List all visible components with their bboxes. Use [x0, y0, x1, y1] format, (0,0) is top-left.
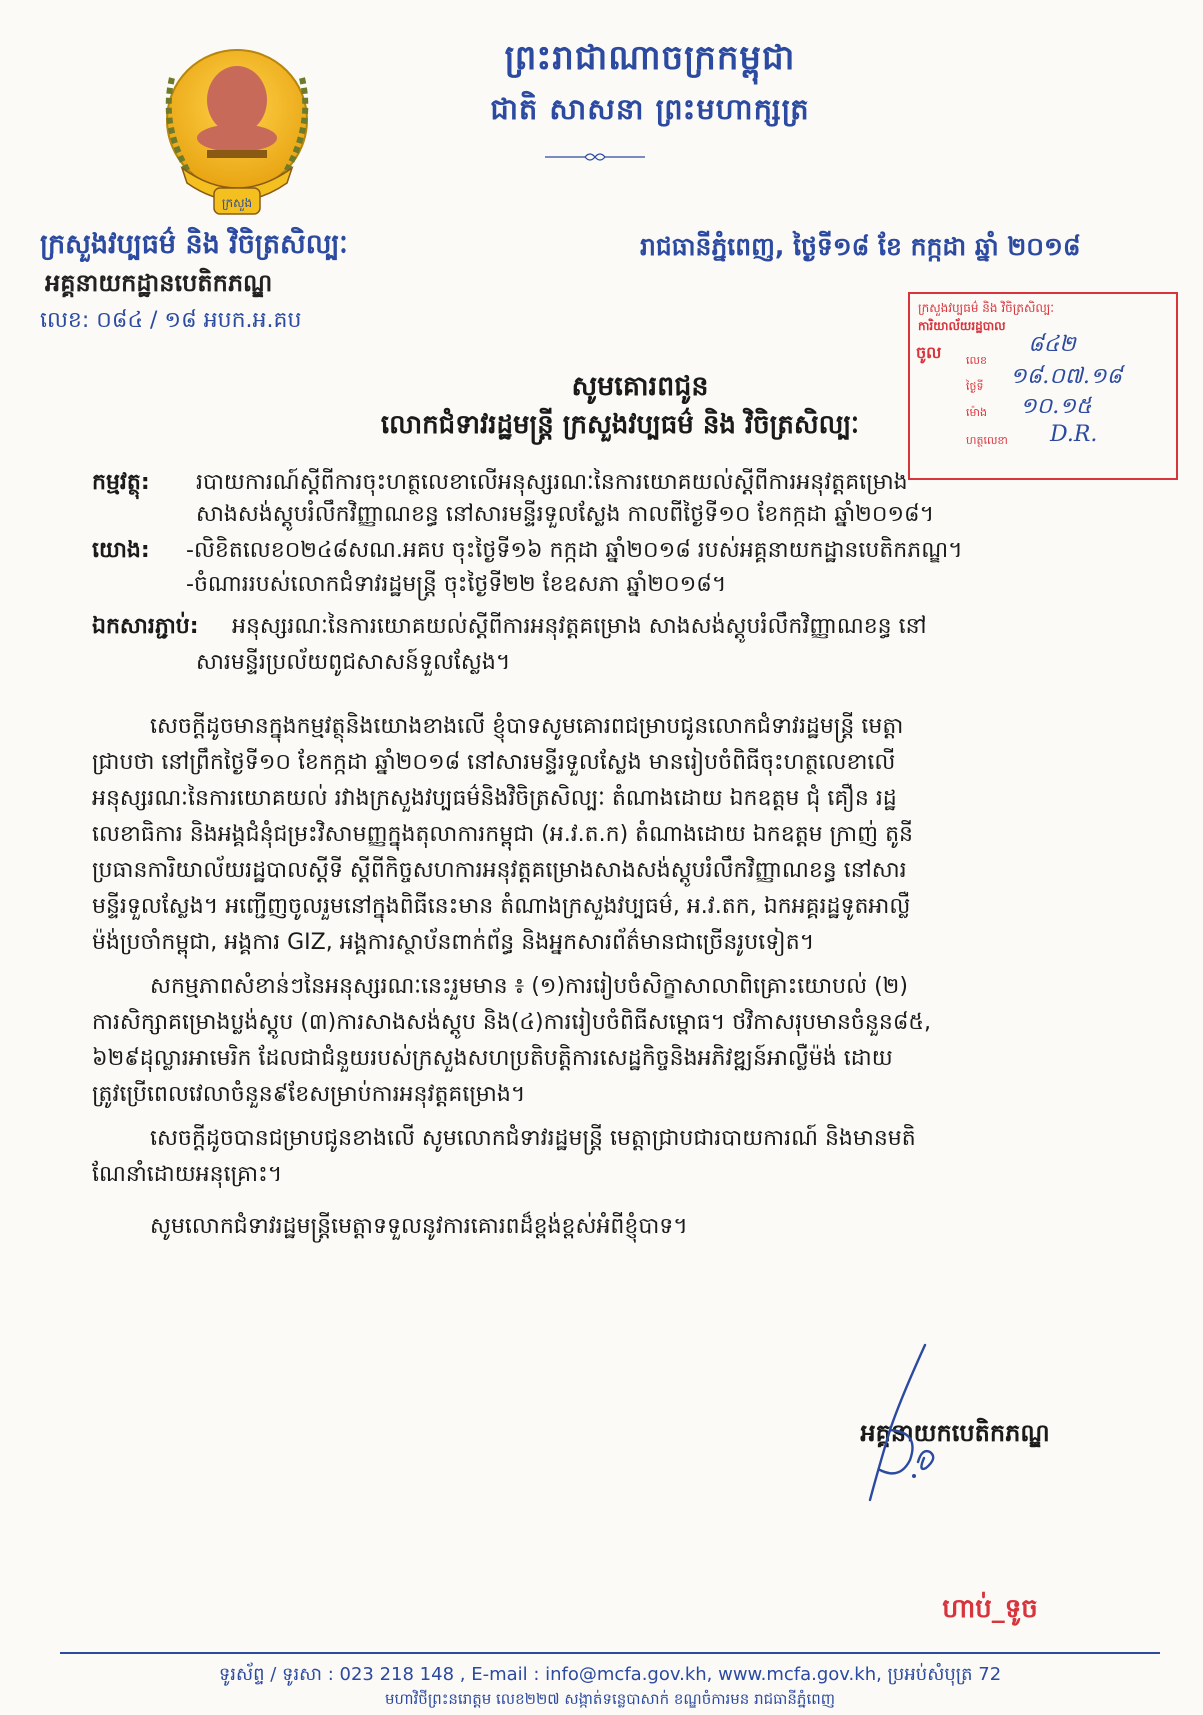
ministry-name: ក្រសួងវប្បធម៌ និង វិចិត្រសិល្បៈ: [40, 229, 348, 260]
reference-number: លេខ: ០៨៤ / ១៨ អបក.អ.គប: [40, 308, 302, 333]
signatory-name: ហាប់_ទូច: [942, 1594, 1038, 1624]
department-name: អគ្គនាយកដ្ឋានបេតិកភណ្ឌ: [45, 269, 273, 297]
body-p2-line-1: សកម្មភាពសំខាន់ៗនៃអនុស្សរណៈនេះរួមមាន ៖ (១)ការរៀបចំសិក្ខាសាលាពិគ្រោះយោបល់ (២): [150, 974, 908, 999]
subject-line-2: សាងសង់ស្តូបរំលឹកវិញ្ញាណខន្ធ នៅសារមន្ទីរទួលស្លែង កាលពីថ្ងៃទី១០ ខែកក្កដា ឆ្នាំ២០១៨។: [196, 502, 935, 527]
body-p1-line-4: លេខាធិការ និងអង្គជំនុំជម្រះវិសាមញ្ញក្នុងតុលាការកម្ពុជា (អ.វ.ត.ក) តំណាងដោយ ឯកឧត្តម ក្រាញ់ តូនី: [92, 822, 913, 847]
body-p1-line-5: ប្រធានការិយាល័យរដ្ឋបាលស្តីទី ស្តីពីកិច្ចសហការអនុវត្តគម្រោងសាងសង់ស្តូបរំលឹកវិញ្ញាណខន្ធ នៅសារ: [92, 858, 907, 883]
body-p1-line-2: ជ្រាបថា នៅព្រឹកថ្ងៃទី១០ ខែកក្កដា ឆ្នាំ២០១៨ នៅសារមន្ទីរទួលស្លែង មានរៀបចំពិធីចុះហត្ថលេខាលើ: [92, 750, 896, 775]
closing-line: សូមលោកជំទាវរដ្ឋមន្ត្រីមេត្តាទទួលនូវការគោរពដ៏ខ្ពង់ខ្ពស់អំពីខ្ញុំបាទ។: [150, 1214, 688, 1239]
stamp-label-time: ម៉ោង: [966, 406, 987, 419]
stamp-label-date: ថ្ងៃទី: [966, 380, 984, 393]
attachment-line-1: អនុស្សរណៈនៃការយោគយល់ស្តីពីការអនុវត្តគម្រោង សាងសង់ស្តូបរំលឹកវិញ្ញាណខន្ធ នៅ: [232, 614, 927, 639]
stamp-label-receiver: ហត្ថលេខា: [966, 434, 1008, 447]
body-p2-line-2: ការសិក្សាគម្រោងប្លង់ស្តូប (៣)ការសាងសង់ស្តូប និង(៤)ការរៀបចំពិធីសម្ពោធ។ ថវិកាសរុបមានចំនួន៨៥,: [92, 1010, 931, 1035]
body-p3-line-2: ណែនាំដោយអនុគ្រោះ។: [92, 1162, 283, 1187]
attachment-label: ឯកសារភ្ជាប់:: [92, 614, 199, 639]
kingdom-title: ព្រះរាជាណាចក្រកម្ពុជា: [504, 38, 796, 78]
subject-line-1: របាយការណ៍ស្តីពីការចុះហត្ថលេខាលើអនុស្សរណៈនៃការយោគយល់ស្តីពីការអនុវត្តគម្រោង: [196, 470, 908, 495]
body-p2-line-4: ត្រូវប្រើពេលវេលាចំនួន៩ខែសម្រាប់ការអនុវត្តគម្រោង។: [92, 1082, 526, 1107]
handwritten-signature: [830, 1340, 980, 1510]
stamp-handwritten-receiver: D.R.: [1050, 422, 1098, 447]
ornament-divider: [545, 150, 645, 164]
attachment-line-2: សារមន្ទីរប្រល័យពូជសាសន៍ទួលស្លែង។: [196, 650, 511, 675]
salutation: សូមគោរពជូន: [571, 371, 709, 402]
stamp-handwritten-date: ១៨.០៧.១៨: [1010, 364, 1123, 389]
body-p1-line-6: មន្ទីរទួលស្លែង។ អញ្ជើញចូលរួមនៅក្នុងពិធីនេះមាន តំណាងក្រសួងវប្បធម៌, អ.វ.តក, ឯកអគ្គរដ្ឋទូតអាល្លឺ: [92, 894, 911, 919]
body-p1-line-1: សេចក្តីដូចមានក្នុងកម្មវត្ថុនិងយោងខាងលើ ខ្ញុំបាទសូមគោរពជម្រាបជូនលោកជំទាវរដ្ឋមន្ត្រី មេត្តា: [150, 714, 904, 739]
body-p3-line-1: សេចក្តីដូចបានជម្រាបជូនខាងលើ សូមលោកជំទាវរដ្ឋមន្ត្រី មេត្តាជ្រាបជារបាយការណ៍ និងមានមតិ: [150, 1126, 916, 1151]
signatory-title: អគ្គនាយកបេតិកភណ្ឌ: [860, 1419, 1050, 1447]
stamp-vertical-label: ចូល: [916, 343, 942, 362]
ministry-emblem-logo: [152, 38, 322, 223]
stamp-handwritten-number: ៨៤២: [1028, 332, 1076, 357]
date-line: រាជធានីភ្នំពេញ, ថ្ងៃទី១៨ ខែ កក្កដា ឆ្នាំ ២០១៨: [640, 232, 1081, 261]
national-motto: ជាតិ សាសនា ព្រះមហាក្សត្រ: [490, 92, 810, 126]
stamp-handwritten-time: ១០.១៥: [1020, 394, 1092, 419]
stamp-office-line: ការិយាល័យរដ្ឋបាល: [918, 319, 1006, 333]
body-p2-line-3: ៦២៩ដុល្លារអាមេរិក ដែលជាជំនួយរបស់ក្រសួងសហប្រតិបត្តិការសេដ្ឋកិច្ចនិងអភិវឌ្ឍន៍អាល្លឺម៉ង់ ដោយ: [92, 1046, 893, 1071]
body-p1-line-7: ម៉ង់ប្រចាំកម្ពុជា, អង្គការ GIZ, អង្គការស្ថាប័នពាក់ព័ន្ធ និងអ្នកសារព័ត៌មានជាច្រើនរូបទៀត។: [92, 930, 815, 955]
reference-item-2: -ចំណាររបស់លោកជំទាវរដ្ឋមន្ត្រី ចុះថ្ងៃទី២២ ខែឧសភា ឆ្នាំ២០១៨។: [186, 572, 727, 597]
receipt-stamp: [908, 292, 1178, 480]
subject-label: កម្មវត្ថុ:: [92, 470, 150, 495]
addressee: លោកជំទាវរដ្ឋមន្ត្រី ក្រសួងវប្បធម៌ និង វិចិត្រសិល្បៈ: [380, 410, 860, 440]
stamp-label-number: លេខ: [966, 354, 987, 367]
reference-item-1: -លិខិតលេខ០២៤៨សណ.អគប ចុះថ្ងៃទី១៦ កក្កដា ឆ្នាំ២០១៨ របស់អគ្គនាយកដ្ឋានបេតិកភណ្ឌ។: [186, 538, 963, 563]
footer-contact: ទូរស័ព្ទ / ទូរសា : 023 218 148 , E-mail : info@mcfa.gov.kh, www.mcfa.gov.kh, ប្រអប់សំបុត្រ 72: [218, 1664, 1002, 1685]
footer-divider: [60, 1652, 1160, 1654]
svg-text:ក្រសួង: ក្រសួង: [221, 196, 253, 210]
body-p1-line-3: អនុស្សរណៈនៃការយោគយល់ រវាងក្រសួងវប្បធម៌និងវិចិត្រសិល្បៈ តំណាងដោយ ឯកឧត្តម ជុំ គឿន រដ្ឋ: [92, 786, 897, 811]
footer-address: មហាវិថីព្រះនរោត្តម លេខ២២៧ សង្កាត់ទន្លេបាសាក់ ខណ្ឌចំការមន រាជធានីភ្នំពេញ: [384, 1690, 836, 1708]
reference-label: យោង:: [92, 538, 150, 563]
stamp-ministry-line: ក្រសួងវប្បធម៌ និង វិចិត្រសិល្បៈ: [918, 301, 1055, 315]
